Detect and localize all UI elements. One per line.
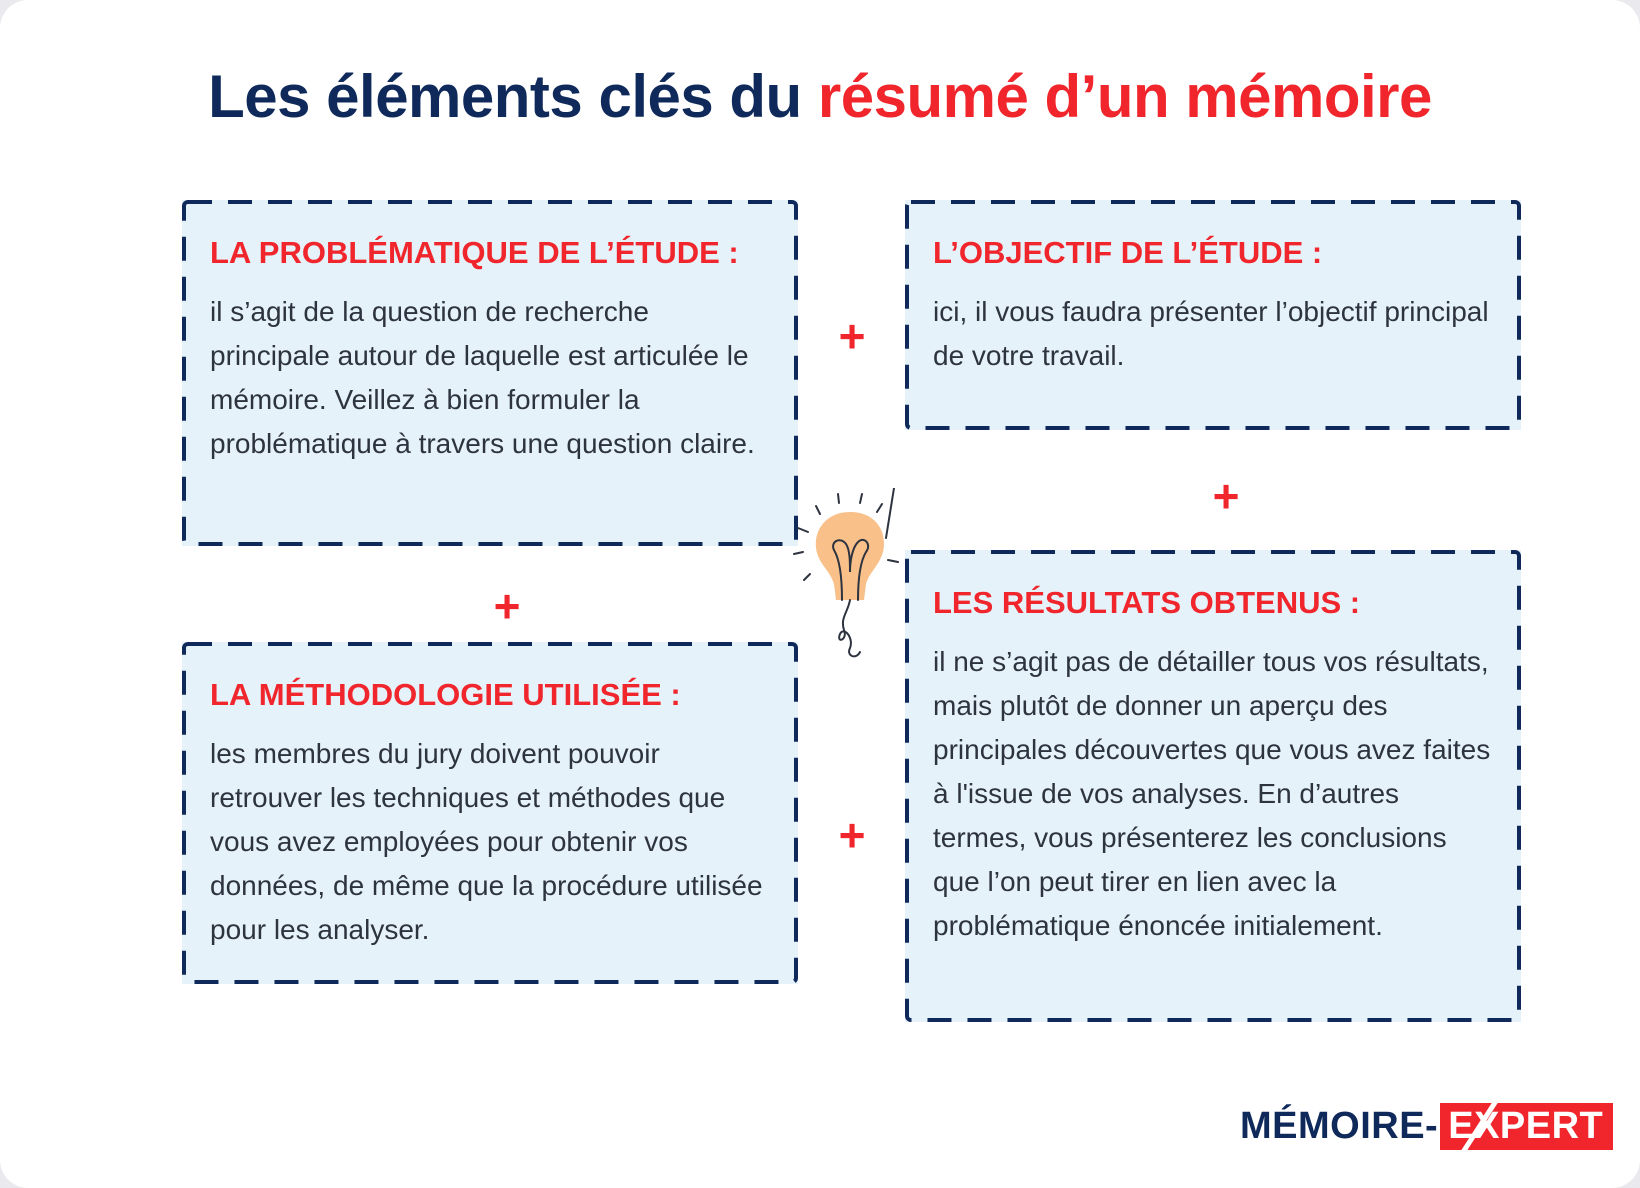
plus-connector: + bbox=[493, 580, 521, 632]
card-body: il s’agit de la question de recherche principale autour de laquelle est articulée le mémoire. Veillez à bien formuler la problématique à travers une question claire. bbox=[210, 296, 755, 459]
card-heading: LA PROBLÉMATIQUE DE L’ÉTUDE : bbox=[210, 235, 739, 270]
plus-connector: + bbox=[838, 809, 866, 861]
logo-text-secondary: EXPERT bbox=[1448, 1104, 1604, 1147]
card-body: ici, il vous faudra présenter l’objectif principal de votre travail. bbox=[933, 296, 1489, 371]
logo-slash-icon bbox=[1448, 1097, 1508, 1167]
memoire-expert-logo bbox=[1240, 1098, 1613, 1154]
logo-text-badge bbox=[1440, 1103, 1613, 1150]
logo-text-primary: MÉMOIRE- bbox=[1240, 1104, 1439, 1147]
card-heading: LES RÉSULTATS OBTENUS : bbox=[933, 585, 1361, 620]
card-body: les membres du jury doivent pouvoir retrouver les techniques et méthodes que vous avez employées pour obtenir vos données, de même que la procédure utilisée pour les analyser. bbox=[210, 738, 763, 945]
plus-connector: + bbox=[1212, 470, 1240, 522]
card-heading: LA MÉTHODOLOGIE UTILISÉE : bbox=[210, 677, 681, 712]
card-resultats bbox=[905, 550, 1521, 1022]
card-objectif bbox=[905, 200, 1521, 430]
card-methodologie bbox=[182, 642, 798, 984]
lightbulb-icon bbox=[790, 488, 910, 668]
card-problematique bbox=[182, 200, 798, 546]
title-part-main: Les éléments clés du bbox=[208, 63, 818, 130]
plus-connector: + bbox=[838, 310, 866, 362]
card-heading: L’OBJECTIF DE L’ÉTUDE : bbox=[933, 235, 1323, 270]
card-body: il ne s’agit pas de détailler tous vos résultats, mais plutôt de donner un aperçu des principales découvertes que vous avez faites à l'issue de vos analyses. En d’autres termes, vous présenterez les conclusions que l’on peut tirer en lien avec la problématique énoncée initialement. bbox=[933, 646, 1491, 941]
page-title bbox=[0, 62, 1640, 131]
title-part-accent: résumé d’un mémoire bbox=[817, 63, 1432, 130]
